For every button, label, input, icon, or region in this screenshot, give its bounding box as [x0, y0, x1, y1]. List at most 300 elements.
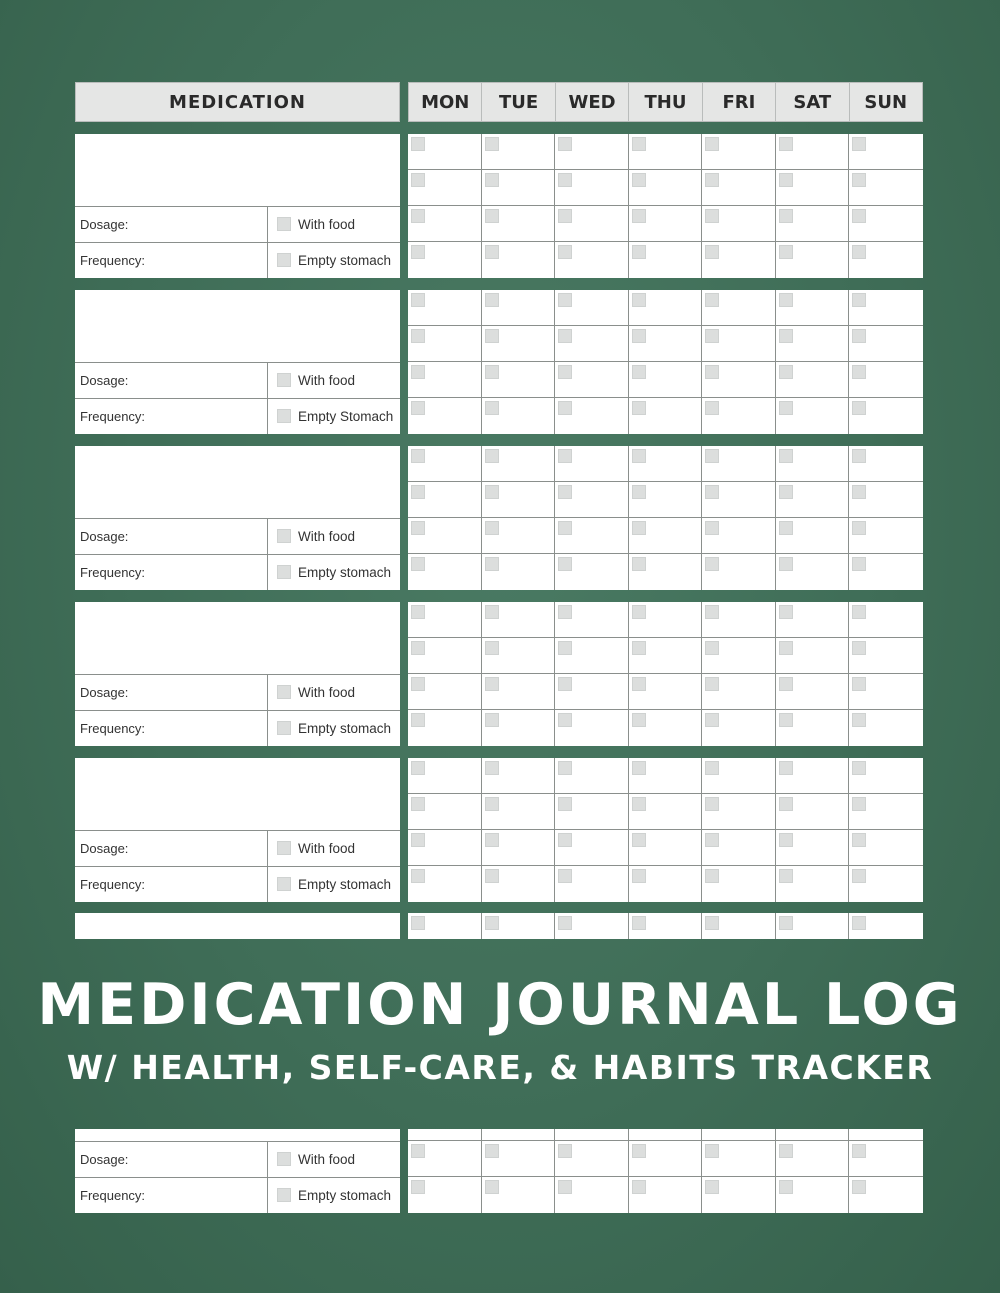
- checkbox-icon[interactable]: [411, 137, 425, 151]
- day-check-cell[interactable]: [408, 794, 482, 830]
- day-check-cell[interactable]: [702, 1177, 776, 1213]
- day-check-cell[interactable]: [629, 242, 703, 278]
- checkbox-icon[interactable]: [411, 916, 425, 930]
- day-check-cell[interactable]: [555, 1129, 629, 1141]
- checkbox-icon[interactable]: [558, 521, 572, 535]
- checkbox-icon[interactable]: [558, 797, 572, 811]
- checkbox-icon[interactable]: [632, 365, 646, 379]
- with-food-option[interactable]: [268, 1141, 400, 1177]
- day-check-cell[interactable]: [702, 134, 776, 170]
- day-check-cell[interactable]: [849, 913, 923, 939]
- day-check-cell[interactable]: [482, 913, 556, 939]
- checkbox-icon[interactable]: [852, 761, 866, 775]
- checkbox-icon[interactable]: [779, 209, 793, 223]
- day-check-cell[interactable]: [629, 794, 703, 830]
- checkbox-icon[interactable]: [779, 521, 793, 535]
- checkbox-icon[interactable]: [852, 209, 866, 223]
- day-check-cell[interactable]: [408, 1141, 482, 1177]
- checkbox-icon[interactable]: [779, 916, 793, 930]
- checkbox-icon[interactable]: [411, 1180, 425, 1194]
- checkbox-icon[interactable]: [277, 685, 291, 699]
- day-check-cell[interactable]: [555, 710, 629, 746]
- day-check-cell[interactable]: [555, 362, 629, 398]
- checkbox-icon[interactable]: [277, 409, 291, 423]
- medication-name-cell[interactable]: [75, 134, 400, 207]
- checkbox-icon[interactable]: [411, 521, 425, 535]
- day-check-cell[interactable]: [702, 866, 776, 902]
- checkbox-icon[interactable]: [852, 329, 866, 343]
- day-check-cell[interactable]: [849, 362, 923, 398]
- checkbox-icon[interactable]: [632, 209, 646, 223]
- checkbox-icon[interactable]: [558, 245, 572, 259]
- checkbox-icon[interactable]: [632, 797, 646, 811]
- checkbox-icon[interactable]: [705, 365, 719, 379]
- day-check-cell[interactable]: [702, 913, 776, 939]
- checkbox-icon[interactable]: [632, 605, 646, 619]
- day-check-cell[interactable]: [702, 290, 776, 326]
- checkbox-icon[interactable]: [779, 869, 793, 883]
- checkbox-icon[interactable]: [277, 253, 291, 267]
- checkbox-icon[interactable]: [558, 713, 572, 727]
- day-check-cell[interactable]: [702, 1141, 776, 1177]
- day-check-cell[interactable]: [555, 638, 629, 674]
- day-check-cell[interactable]: [555, 866, 629, 902]
- day-check-cell[interactable]: [482, 518, 556, 554]
- day-check-cell[interactable]: [849, 554, 923, 590]
- day-check-cell[interactable]: [702, 446, 776, 482]
- checkbox-icon[interactable]: [485, 605, 499, 619]
- day-check-cell[interactable]: [629, 290, 703, 326]
- day-check-cell[interactable]: [629, 1129, 703, 1141]
- day-check-cell[interactable]: [702, 482, 776, 518]
- checkbox-icon[interactable]: [485, 485, 499, 499]
- day-check-cell[interactable]: [555, 290, 629, 326]
- day-check-cell[interactable]: [776, 710, 850, 746]
- checkbox-icon[interactable]: [705, 449, 719, 463]
- day-check-cell[interactable]: [776, 446, 850, 482]
- checkbox-icon[interactable]: [558, 401, 572, 415]
- day-check-cell[interactable]: [555, 830, 629, 866]
- day-check-cell[interactable]: [849, 398, 923, 434]
- day-check-cell[interactable]: [629, 554, 703, 590]
- checkbox-icon[interactable]: [485, 557, 499, 571]
- day-check-cell[interactable]: [482, 1177, 556, 1213]
- day-check-cell[interactable]: [702, 1129, 776, 1141]
- day-check-cell[interactable]: [408, 290, 482, 326]
- checkbox-icon[interactable]: [779, 173, 793, 187]
- day-check-cell[interactable]: [776, 758, 850, 794]
- medication-name-cell[interactable]: [75, 602, 400, 675]
- checkbox-icon[interactable]: [705, 833, 719, 847]
- checkbox-icon[interactable]: [277, 1188, 291, 1202]
- day-check-cell[interactable]: [482, 482, 556, 518]
- checkbox-icon[interactable]: [632, 833, 646, 847]
- checkbox-icon[interactable]: [852, 401, 866, 415]
- checkbox-icon[interactable]: [705, 329, 719, 343]
- day-check-cell[interactable]: [408, 674, 482, 710]
- day-check-cell[interactable]: [408, 638, 482, 674]
- checkbox-icon[interactable]: [558, 449, 572, 463]
- checkbox-icon[interactable]: [411, 209, 425, 223]
- day-check-cell[interactable]: [482, 170, 556, 206]
- day-check-cell[interactable]: [849, 326, 923, 362]
- with-food-option[interactable]: [268, 362, 400, 398]
- checkbox-icon[interactable]: [558, 833, 572, 847]
- day-check-cell[interactable]: [849, 134, 923, 170]
- day-check-cell[interactable]: [702, 206, 776, 242]
- day-check-cell[interactable]: [849, 290, 923, 326]
- day-check-cell[interactable]: [408, 398, 482, 434]
- day-check-cell[interactable]: [555, 134, 629, 170]
- day-check-cell[interactable]: [629, 602, 703, 638]
- checkbox-icon[interactable]: [705, 713, 719, 727]
- day-check-cell[interactable]: [555, 446, 629, 482]
- checkbox-icon[interactable]: [558, 1144, 572, 1158]
- day-check-cell[interactable]: [849, 242, 923, 278]
- day-check-cell[interactable]: [408, 362, 482, 398]
- day-check-cell[interactable]: [408, 170, 482, 206]
- day-check-cell[interactable]: [629, 1141, 703, 1177]
- day-check-cell[interactable]: [408, 710, 482, 746]
- checkbox-icon[interactable]: [411, 797, 425, 811]
- checkbox-icon[interactable]: [705, 916, 719, 930]
- checkbox-icon[interactable]: [779, 245, 793, 259]
- checkbox-icon[interactable]: [632, 329, 646, 343]
- with-food-option[interactable]: [268, 674, 400, 710]
- day-check-cell[interactable]: [849, 602, 923, 638]
- checkbox-icon[interactable]: [852, 557, 866, 571]
- checkbox-icon[interactable]: [411, 713, 425, 727]
- checkbox-icon[interactable]: [779, 713, 793, 727]
- checkbox-icon[interactable]: [411, 245, 425, 259]
- day-check-cell[interactable]: [776, 638, 850, 674]
- empty-stomach-option[interactable]: [268, 710, 400, 746]
- checkbox-icon[interactable]: [485, 209, 499, 223]
- checkbox-icon[interactable]: [852, 173, 866, 187]
- checkbox-icon[interactable]: [277, 565, 291, 579]
- checkbox-icon[interactable]: [705, 209, 719, 223]
- day-check-cell[interactable]: [849, 638, 923, 674]
- day-check-cell[interactable]: [482, 134, 556, 170]
- checkbox-icon[interactable]: [411, 761, 425, 775]
- checkbox-icon[interactable]: [779, 293, 793, 307]
- checkbox-icon[interactable]: [852, 449, 866, 463]
- checkbox-icon[interactable]: [779, 641, 793, 655]
- day-check-cell[interactable]: [702, 554, 776, 590]
- checkbox-icon[interactable]: [485, 833, 499, 847]
- checkbox-icon[interactable]: [779, 605, 793, 619]
- day-check-cell[interactable]: [776, 830, 850, 866]
- checkbox-icon[interactable]: [852, 245, 866, 259]
- day-check-cell[interactable]: [555, 1141, 629, 1177]
- checkbox-icon[interactable]: [852, 137, 866, 151]
- day-check-cell[interactable]: [408, 758, 482, 794]
- day-check-cell[interactable]: [702, 362, 776, 398]
- checkbox-icon[interactable]: [485, 521, 499, 535]
- day-check-cell[interactable]: [702, 242, 776, 278]
- checkbox-icon[interactable]: [277, 529, 291, 543]
- checkbox-icon[interactable]: [632, 521, 646, 535]
- day-check-cell[interactable]: [408, 518, 482, 554]
- checkbox-icon[interactable]: [485, 293, 499, 307]
- checkbox-icon[interactable]: [779, 365, 793, 379]
- checkbox-icon[interactable]: [411, 833, 425, 847]
- checkbox-icon[interactable]: [852, 797, 866, 811]
- day-check-cell[interactable]: [408, 134, 482, 170]
- day-check-cell[interactable]: [629, 1177, 703, 1213]
- checkbox-icon[interactable]: [411, 869, 425, 883]
- day-check-cell[interactable]: [555, 1177, 629, 1213]
- checkbox-icon[interactable]: [411, 641, 425, 655]
- day-check-cell[interactable]: [408, 206, 482, 242]
- checkbox-icon[interactable]: [485, 869, 499, 883]
- day-check-cell[interactable]: [408, 602, 482, 638]
- checkbox-icon[interactable]: [779, 833, 793, 847]
- day-check-cell[interactable]: [555, 674, 629, 710]
- day-check-cell[interactable]: [629, 638, 703, 674]
- checkbox-icon[interactable]: [558, 1180, 572, 1194]
- checkbox-icon[interactable]: [485, 365, 499, 379]
- checkbox-icon[interactable]: [632, 713, 646, 727]
- checkbox-icon[interactable]: [411, 605, 425, 619]
- day-check-cell[interactable]: [629, 830, 703, 866]
- checkbox-icon[interactable]: [558, 557, 572, 571]
- checkbox-icon[interactable]: [632, 137, 646, 151]
- day-check-cell[interactable]: [482, 1141, 556, 1177]
- checkbox-icon[interactable]: [779, 485, 793, 499]
- checkbox-icon[interactable]: [779, 449, 793, 463]
- empty-stomach-option[interactable]: [268, 242, 400, 278]
- checkbox-icon[interactable]: [852, 365, 866, 379]
- day-check-cell[interactable]: [776, 290, 850, 326]
- checkbox-icon[interactable]: [558, 869, 572, 883]
- checkbox-icon[interactable]: [852, 1144, 866, 1158]
- checkbox-icon[interactable]: [485, 916, 499, 930]
- checkbox-icon[interactable]: [558, 761, 572, 775]
- checkbox-icon[interactable]: [277, 1152, 291, 1166]
- checkbox-icon[interactable]: [411, 449, 425, 463]
- day-check-cell[interactable]: [555, 326, 629, 362]
- checkbox-icon[interactable]: [852, 869, 866, 883]
- day-check-cell[interactable]: [849, 674, 923, 710]
- day-check-cell[interactable]: [776, 554, 850, 590]
- day-check-cell[interactable]: [482, 398, 556, 434]
- day-check-cell[interactable]: [776, 326, 850, 362]
- day-check-cell[interactable]: [776, 794, 850, 830]
- day-check-cell[interactable]: [629, 398, 703, 434]
- day-check-cell[interactable]: [702, 758, 776, 794]
- day-check-cell[interactable]: [849, 1177, 923, 1213]
- checkbox-icon[interactable]: [705, 557, 719, 571]
- day-check-cell[interactable]: [702, 170, 776, 206]
- checkbox-icon[interactable]: [852, 641, 866, 655]
- day-check-cell[interactable]: [776, 1129, 850, 1141]
- day-check-cell[interactable]: [702, 602, 776, 638]
- checkbox-icon[interactable]: [779, 1144, 793, 1158]
- day-check-cell[interactable]: [702, 674, 776, 710]
- day-check-cell[interactable]: [629, 206, 703, 242]
- checkbox-icon[interactable]: [705, 677, 719, 691]
- day-check-cell[interactable]: [482, 554, 556, 590]
- day-check-cell[interactable]: [408, 866, 482, 902]
- day-check-cell[interactable]: [776, 170, 850, 206]
- checkbox-icon[interactable]: [852, 485, 866, 499]
- day-check-cell[interactable]: [849, 866, 923, 902]
- day-check-cell[interactable]: [849, 794, 923, 830]
- checkbox-icon[interactable]: [852, 833, 866, 847]
- day-check-cell[interactable]: [849, 758, 923, 794]
- checkbox-icon[interactable]: [705, 869, 719, 883]
- checkbox-icon[interactable]: [411, 293, 425, 307]
- day-check-cell[interactable]: [482, 758, 556, 794]
- empty-stomach-option[interactable]: [268, 1177, 400, 1213]
- day-check-cell[interactable]: [555, 242, 629, 278]
- checkbox-icon[interactable]: [485, 677, 499, 691]
- medication-name-cell[interactable]: [75, 446, 400, 519]
- checkbox-icon[interactable]: [485, 173, 499, 187]
- day-check-cell[interactable]: [776, 482, 850, 518]
- checkbox-icon[interactable]: [632, 485, 646, 499]
- checkbox-icon[interactable]: [779, 797, 793, 811]
- checkbox-icon[interactable]: [632, 641, 646, 655]
- day-check-cell[interactable]: [555, 554, 629, 590]
- checkbox-icon[interactable]: [277, 841, 291, 855]
- checkbox-icon[interactable]: [411, 173, 425, 187]
- medication-name-cell[interactable]: [75, 290, 400, 363]
- day-check-cell[interactable]: [849, 170, 923, 206]
- checkbox-icon[interactable]: [411, 401, 425, 415]
- day-check-cell[interactable]: [776, 134, 850, 170]
- checkbox-icon[interactable]: [485, 761, 499, 775]
- checkbox-icon[interactable]: [485, 1144, 499, 1158]
- checkbox-icon[interactable]: [779, 1180, 793, 1194]
- checkbox-icon[interactable]: [632, 401, 646, 415]
- checkbox-icon[interactable]: [411, 329, 425, 343]
- checkbox-icon[interactable]: [632, 449, 646, 463]
- day-check-cell[interactable]: [629, 674, 703, 710]
- day-check-cell[interactable]: [776, 518, 850, 554]
- day-check-cell[interactable]: [849, 518, 923, 554]
- day-check-cell[interactable]: [482, 290, 556, 326]
- checkbox-icon[interactable]: [485, 1180, 499, 1194]
- checkbox-icon[interactable]: [485, 713, 499, 727]
- day-check-cell[interactable]: [629, 710, 703, 746]
- day-check-cell[interactable]: [849, 446, 923, 482]
- day-check-cell[interactable]: [482, 242, 556, 278]
- day-check-cell[interactable]: [408, 446, 482, 482]
- checkbox-icon[interactable]: [632, 293, 646, 307]
- day-check-cell[interactable]: [555, 913, 629, 939]
- checkbox-icon[interactable]: [632, 557, 646, 571]
- checkbox-icon[interactable]: [779, 557, 793, 571]
- day-check-cell[interactable]: [776, 866, 850, 902]
- day-check-cell[interactable]: [776, 1177, 850, 1213]
- checkbox-icon[interactable]: [558, 293, 572, 307]
- checkbox-icon[interactable]: [558, 605, 572, 619]
- day-check-cell[interactable]: [482, 830, 556, 866]
- day-check-cell[interactable]: [629, 518, 703, 554]
- day-check-cell[interactable]: [702, 830, 776, 866]
- day-check-cell[interactable]: [408, 1129, 482, 1141]
- checkbox-icon[interactable]: [705, 1144, 719, 1158]
- checkbox-icon[interactable]: [632, 245, 646, 259]
- with-food-option[interactable]: [268, 206, 400, 242]
- checkbox-icon[interactable]: [485, 401, 499, 415]
- checkbox-icon[interactable]: [705, 521, 719, 535]
- day-check-cell[interactable]: [702, 398, 776, 434]
- checkbox-icon[interactable]: [558, 641, 572, 655]
- checkbox-icon[interactable]: [411, 365, 425, 379]
- checkbox-icon[interactable]: [705, 401, 719, 415]
- checkbox-icon[interactable]: [558, 137, 572, 151]
- checkbox-icon[interactable]: [705, 605, 719, 619]
- checkbox-icon[interactable]: [705, 641, 719, 655]
- day-check-cell[interactable]: [629, 362, 703, 398]
- checkbox-icon[interactable]: [779, 401, 793, 415]
- checkbox-icon[interactable]: [411, 557, 425, 571]
- day-check-cell[interactable]: [629, 866, 703, 902]
- day-check-cell[interactable]: [849, 710, 923, 746]
- checkbox-icon[interactable]: [485, 137, 499, 151]
- checkbox-icon[interactable]: [852, 293, 866, 307]
- checkbox-icon[interactable]: [277, 373, 291, 387]
- day-check-cell[interactable]: [482, 866, 556, 902]
- empty-stomach-option[interactable]: [268, 866, 400, 902]
- day-check-cell[interactable]: [629, 758, 703, 794]
- checkbox-icon[interactable]: [705, 485, 719, 499]
- day-check-cell[interactable]: [776, 398, 850, 434]
- day-check-cell[interactable]: [482, 674, 556, 710]
- day-check-cell[interactable]: [702, 794, 776, 830]
- checkbox-icon[interactable]: [411, 677, 425, 691]
- checkbox-icon[interactable]: [485, 641, 499, 655]
- day-check-cell[interactable]: [776, 242, 850, 278]
- day-check-cell[interactable]: [702, 326, 776, 362]
- checkbox-icon[interactable]: [632, 173, 646, 187]
- day-check-cell[interactable]: [849, 1141, 923, 1177]
- checkbox-icon[interactable]: [485, 245, 499, 259]
- checkbox-icon[interactable]: [411, 485, 425, 499]
- day-check-cell[interactable]: [849, 206, 923, 242]
- day-check-cell[interactable]: [482, 602, 556, 638]
- checkbox-icon[interactable]: [705, 245, 719, 259]
- day-check-cell[interactable]: [482, 362, 556, 398]
- checkbox-icon[interactable]: [411, 1144, 425, 1158]
- day-check-cell[interactable]: [849, 482, 923, 518]
- day-check-cell[interactable]: [555, 758, 629, 794]
- day-check-cell[interactable]: [555, 206, 629, 242]
- day-check-cell[interactable]: [482, 710, 556, 746]
- day-check-cell[interactable]: [629, 170, 703, 206]
- day-check-cell[interactable]: [482, 206, 556, 242]
- day-check-cell[interactable]: [702, 710, 776, 746]
- day-check-cell[interactable]: [408, 482, 482, 518]
- checkbox-icon[interactable]: [558, 365, 572, 379]
- checkbox-icon[interactable]: [558, 485, 572, 499]
- checkbox-icon[interactable]: [852, 713, 866, 727]
- checkbox-icon[interactable]: [277, 877, 291, 891]
- day-check-cell[interactable]: [555, 602, 629, 638]
- checkbox-icon[interactable]: [705, 797, 719, 811]
- empty-stomach-option[interactable]: [268, 554, 400, 590]
- checkbox-icon[interactable]: [852, 916, 866, 930]
- checkbox-icon[interactable]: [705, 1180, 719, 1194]
- checkbox-icon[interactable]: [558, 916, 572, 930]
- day-check-cell[interactable]: [408, 242, 482, 278]
- checkbox-icon[interactable]: [485, 797, 499, 811]
- day-check-cell[interactable]: [408, 554, 482, 590]
- with-food-option[interactable]: [268, 518, 400, 554]
